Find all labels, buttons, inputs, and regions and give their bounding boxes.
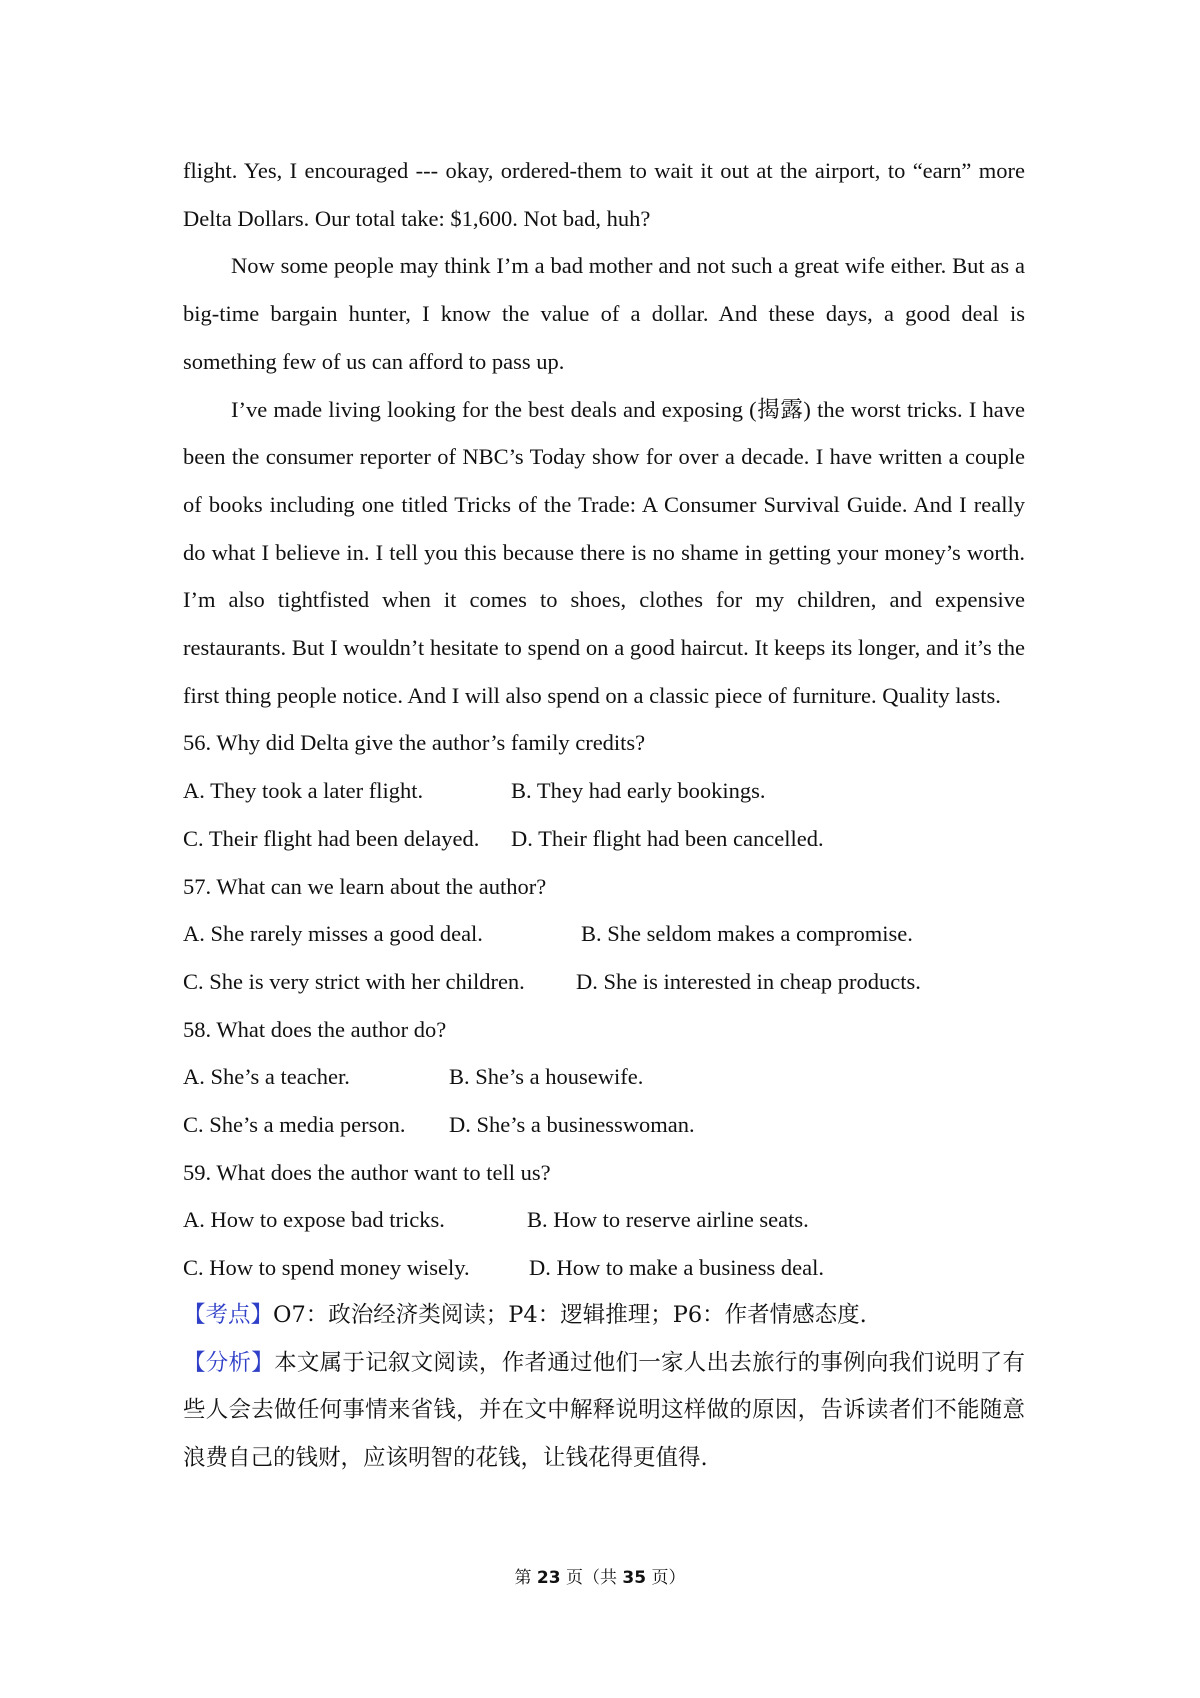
question-options-row (183, 1101, 1025, 1149)
question-options-row (183, 1196, 1025, 1244)
passage-paragraph-2: Now some people may think I’m a bad mother and not such a great wife either. But as a big-time bargain hunter, I know the value of a dollar. And these days, a good deal is something few of us can afford to pass up. (183, 253, 1025, 374)
option-56-a: A. They took a later flight. (183, 778, 424, 804)
kaodian-text: O7：政治经济类阅读；P4：逻辑推理；P6：作者情感态度. (273, 1301, 867, 1328)
option-58-a: A. She’s a teacher. (183, 1064, 350, 1090)
footer-total-pages: 35 (622, 1568, 647, 1588)
question-options-row (183, 1053, 1025, 1101)
question-options-row (183, 958, 1025, 1006)
fenxi-paragraph (183, 1340, 1025, 1483)
kaodian-label: 【考点】 (183, 1301, 274, 1328)
option-59-d: D. How to make a business deal. (529, 1255, 824, 1281)
question-stem-57: 57. What can we learn about the author? (183, 873, 547, 899)
fenxi-label: 【分析】 (183, 1349, 275, 1376)
question-stem-56: 56. Why did Delta give the author’s family credits? (183, 730, 646, 756)
footer-prefix: 第 (514, 1568, 537, 1588)
option-59-a: A. How to expose bad tricks. (183, 1207, 445, 1233)
option-59-b: B. How to reserve airline seats. (527, 1207, 809, 1233)
question-options-row (183, 767, 1025, 815)
question-options-row (183, 815, 1025, 863)
option-57-c: C. She is very strict with her children. (183, 968, 525, 994)
option-56-d: D. Their flight had been cancelled. (511, 825, 824, 851)
option-57-d: D. She is interested in cheap products. (576, 968, 921, 994)
option-57-b: B. She seldom makes a compromise. (581, 921, 913, 947)
footer-page-number: 23 (536, 1568, 561, 1588)
option-57-a: A. She rarely misses a good deal. (183, 921, 483, 947)
option-58-c: C. She’s a media person. (183, 1112, 406, 1138)
option-59-c: C. How to spend money wisely. (183, 1255, 470, 1281)
document-body (183, 147, 1025, 1483)
footer-suffix: 页） (646, 1568, 686, 1588)
option-56-c: C. Their flight had been delayed. (183, 825, 480, 851)
option-58-d: D. She’s a businesswoman. (449, 1112, 695, 1138)
question-stem-59: 59. What does the author want to tell us? (183, 1159, 551, 1185)
passage-paragraph-continued: flight. Yes, I encouraged --- okay, ordered-them to wait it out at the airport, to “earn” more Delta Dollars. Our total take: $1,600. Not bad, huh? (183, 158, 1025, 231)
footer-middle: 页（共 (560, 1568, 623, 1588)
question-options-row (183, 910, 1025, 958)
fenxi-text: 本文属于记叙文阅读，作者通过他们一家人出去旅行的事例向我们说明了有些人会去做任何事情来省钱，并在文中解释说明这样做的原因，告诉读者们不能随意浪费自己的钱财，应该明智的花钱，让钱花得更值得. (183, 1349, 1025, 1471)
option-56-b: B. They had early bookings. (511, 778, 766, 804)
option-58-b: B. She’s a housewife. (449, 1064, 644, 1090)
passage-paragraph-3: I’ve made living looking for the best deals and exposing (揭露) the worst tricks. I have been the consumer reporter of NBC’s Today show for over a decade. I have written a couple of books including one titled Tricks of the Trade: A Consumer Survival Guide. And I really do what I believe in. I tell you this because there is no shame in getting your money’s worth. I’m also tightfisted when it comes to shoes, clothes for my children, and expensive restaurants. But I wouldn’t hesitate to spend on a good haircut. It keeps its longer, and it’s the first thing people notice. And I will also spend on a classic piece of furniture. Quality lasts. (183, 396, 1025, 708)
question-stem-58: 58. What does the author do? (183, 1016, 447, 1042)
question-options-row (183, 1244, 1025, 1292)
kaodian-line (183, 1292, 1025, 1340)
page-footer (0, 1563, 1200, 1588)
